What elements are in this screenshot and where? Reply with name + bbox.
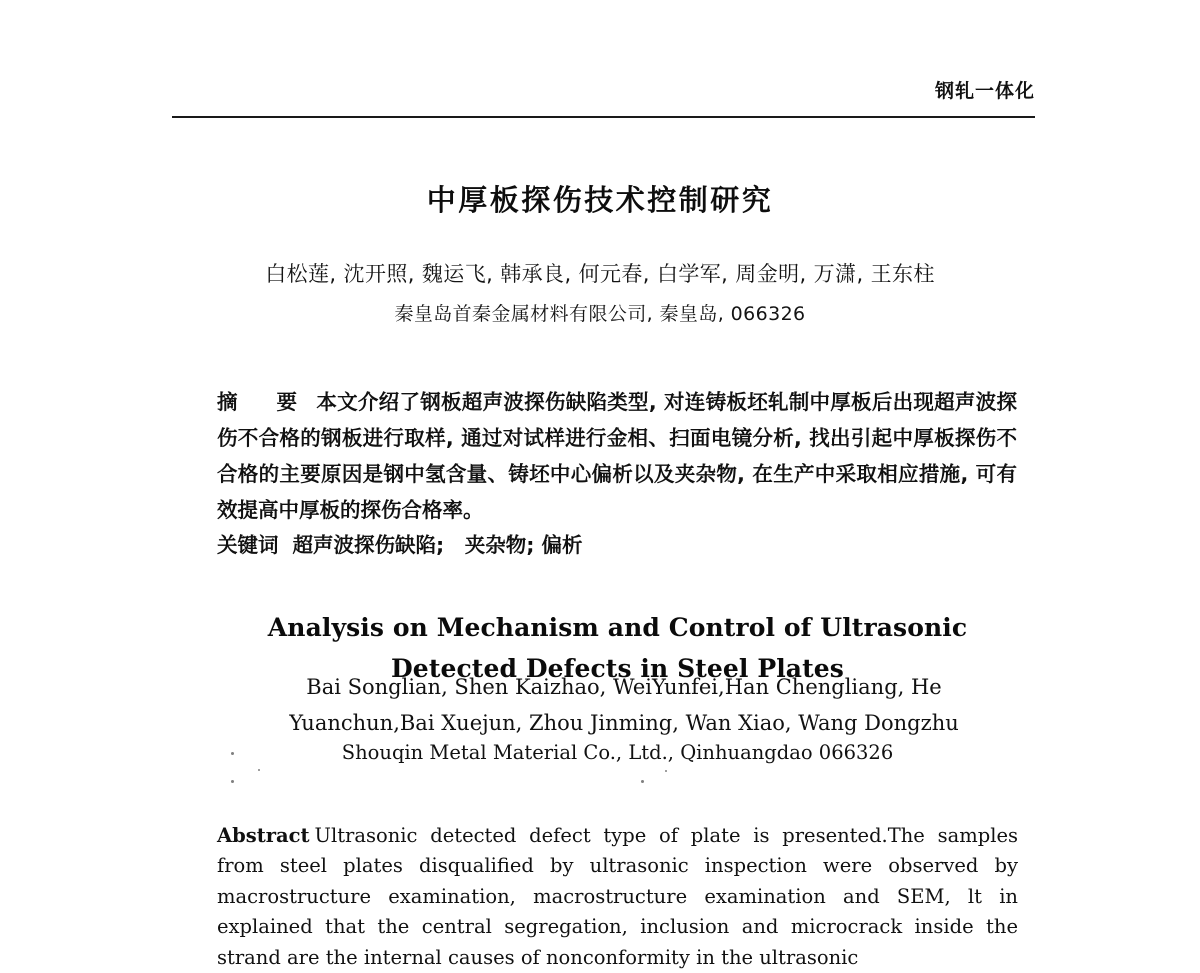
page-title-english: Analysis on Mechanism and Control of Ultrasonic Detected Defects in Steel Plates — [220, 607, 1015, 689]
keywords-label-chinese: 关键词 — [217, 533, 279, 557]
scan-speck — [641, 780, 644, 783]
keywords-chinese — [217, 528, 1017, 562]
authors-english: Bai Songlian, Shen Kaizhao, WeiYunfei,Han Chengliang, He Yuanchun,Bai Xuejun, Zhou Jinming, Wan Xiao, Wang Dongzhu — [248, 669, 1000, 741]
scan-speck — [665, 770, 667, 772]
abstract-label-chinese: 摘 要 — [217, 390, 306, 414]
scan-speck — [231, 752, 234, 755]
authors-chinese: 白松莲, 沈开照, 魏运飞, 韩承良, 何元春, 白学军, 周金明, 万潇, 王东柱 — [0, 258, 1200, 288]
abstract-english — [217, 821, 1018, 973]
scan-speck — [258, 769, 260, 771]
abstract-chinese — [217, 384, 1017, 528]
abstract-label-english: Abstract — [217, 824, 310, 847]
page-title-chinese: 中厚板探伤技术控制研究 — [0, 178, 1200, 219]
keywords-body-chinese: 超声波探伤缺陷; 夹杂物; 偏析 — [293, 533, 583, 557]
affiliation-english: Shouqin Metal Material Co., Ltd., Qinhuangdao 066326 — [220, 741, 1015, 764]
running-head: 钢轧一体化 — [935, 76, 1035, 103]
abstract-body-english: Ultrasonic detected defect type of plate is presented.The samples from steel plates disqualified by ultrasonic inspection were observed by macrostructure examination, macrostructure examination and SEM, lt in explained that the central segregation, inclusion and microcrack inside the strand are the internal causes of nonconformity in the ultrasonic — [217, 824, 1018, 969]
affiliation-chinese: 秦皇岛首秦金属材料有限公司, 秦皇岛, 066326 — [0, 299, 1200, 326]
scan-speck — [231, 780, 234, 783]
abstract-body-chinese: 本文介绍了钢板超声波探伤缺陷类型, 对连铸板坯轧制中厚板后出现超声波探伤不合格的钢板进行取样, 通过对试样进行金相、扫面电镜分析, 找出引起中厚板探伤不合格的主要原因是钢中氢含量、铸坯中心偏析以及夹杂物, 在生产中采取相应措施, 可有效提高中厚板的探伤合格率。 — [217, 390, 1017, 522]
header-rule — [172, 116, 1035, 118]
